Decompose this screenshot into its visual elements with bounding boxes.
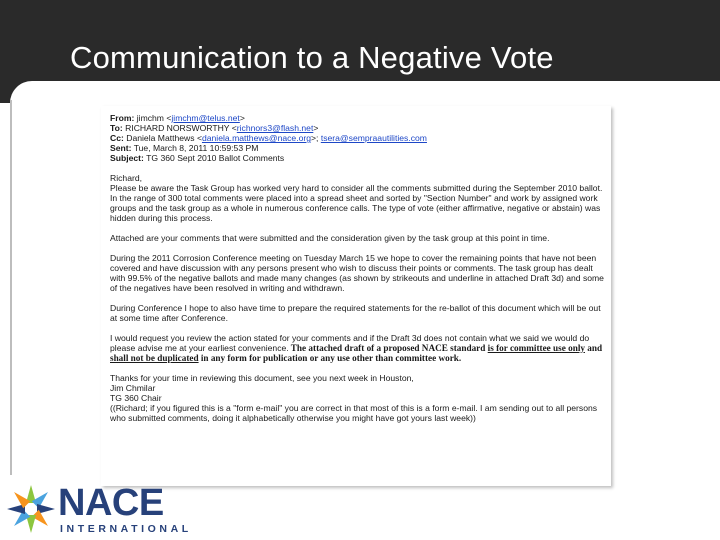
- cc-separator: >;: [311, 133, 321, 143]
- closing-line: Thanks for your time in reviewing this document, see you next week in Houston,: [110, 373, 414, 383]
- email-cc-row: [110, 133, 606, 143]
- email-screenshot: [101, 106, 611, 486]
- subject-value: TG 360 Sept 2010 Ballot Comments: [146, 153, 285, 163]
- paragraph-5-text: I would request you review the action stated for your comments and if the Draft 3d does not contain what we said we would do please advise me at your earliest convenience.: [110, 333, 590, 353]
- paragraph-1: Please be aware the Task Group has worked very hard to consider all the comments submitted during the September 2010 ballot. In the range of 300 total comments were placed into a spread sheet and sorted by "Section Number" and work by assigned work groups and the task group as a whole in numerous conference calls. The type of vote (either affirmative, negative or abstain) was hidden during this process.: [110, 183, 603, 223]
- cc-label: Cc:: [110, 133, 124, 143]
- email-subject-row: [110, 153, 606, 163]
- email-to-row: [110, 123, 606, 133]
- sent-label: Sent:: [110, 143, 132, 153]
- sent-value: Tue, March 8, 2011 10:59:53 PM: [133, 143, 259, 153]
- subject-label: Subject:: [110, 153, 144, 163]
- cc-address-link-1[interactable]: daniela.matthews@nace.org: [201, 133, 312, 143]
- from-address-link[interactable]: jimchm@telus.net: [171, 113, 240, 123]
- paragraph-5-notice: The attached draft of a proposed NACE standard: [288, 343, 488, 353]
- paragraph-5-committee-use: is for committee use only: [487, 343, 585, 353]
- nace-star-icon: [6, 482, 56, 536]
- nace-logo: [6, 482, 216, 538]
- cc-name: Daniela Matthews <: [126, 133, 202, 143]
- signature-title: TG 360 Chair: [110, 393, 162, 403]
- paragraph-5-end: in any form for publication or any use other than committee work.: [198, 353, 462, 363]
- signature-name: Jim Chmilar: [110, 383, 156, 393]
- paragraph-4: During Conference I hope to also have time to prepare the required statements for the re-ballot of this document which will be out at some time after Conference.: [110, 303, 601, 323]
- left-divider: [10, 100, 12, 475]
- email-from-row: [110, 113, 606, 123]
- from-label: From:: [110, 113, 135, 123]
- star-center: [26, 504, 36, 514]
- email-sent-row: [110, 143, 606, 153]
- logo-wordmark: NACE: [58, 482, 164, 524]
- cc-address-link-2[interactable]: tsera@sempraautilities.com: [320, 133, 427, 143]
- from-end: >: [239, 113, 245, 123]
- to-label: To:: [110, 123, 123, 133]
- postscript: ((Richard; if you figured this is a "form e-mail" you are correct in that most of this is a form e-mail. I am sending out to all persons who submitted comments, doing it alphabetically otherwise you might have got yours last week)): [110, 403, 598, 423]
- from-name: jimchm <: [136, 113, 172, 123]
- email-body: [110, 113, 606, 423]
- to-end: >: [313, 123, 319, 133]
- logo-subtext: INTERNATIONAL: [60, 523, 192, 535]
- to-name: RICHARD NORSWORTHY <: [125, 123, 237, 133]
- paragraph-2: Attached are your comments that were submitted and the consideration given by the task group at this point in time.: [110, 233, 550, 243]
- paragraph-5-no-duplicate: shall not be duplicated: [110, 353, 199, 363]
- slide-title: Communication to a Negative Vote: [70, 40, 554, 75]
- paragraph-5: [110, 333, 606, 363]
- paragraph-3: During the 2011 Corrosion Conference meeting on Tuesday March 15 we hope to cover the remaining points that have not been covered and have discussion with any persons present who wish to discuss their points or comments. The task group has dealt with 99.5% of the negative ballots and made many changes (as shown by strikeouts and underline in attached Draft 3d) and some of the negatives have been resolved in writing and withdrawn.: [110, 253, 604, 293]
- paragraph-5-and: and: [584, 343, 603, 353]
- to-address-link[interactable]: richnors3@flash.net: [236, 123, 314, 133]
- greeting: Richard,: [110, 173, 142, 183]
